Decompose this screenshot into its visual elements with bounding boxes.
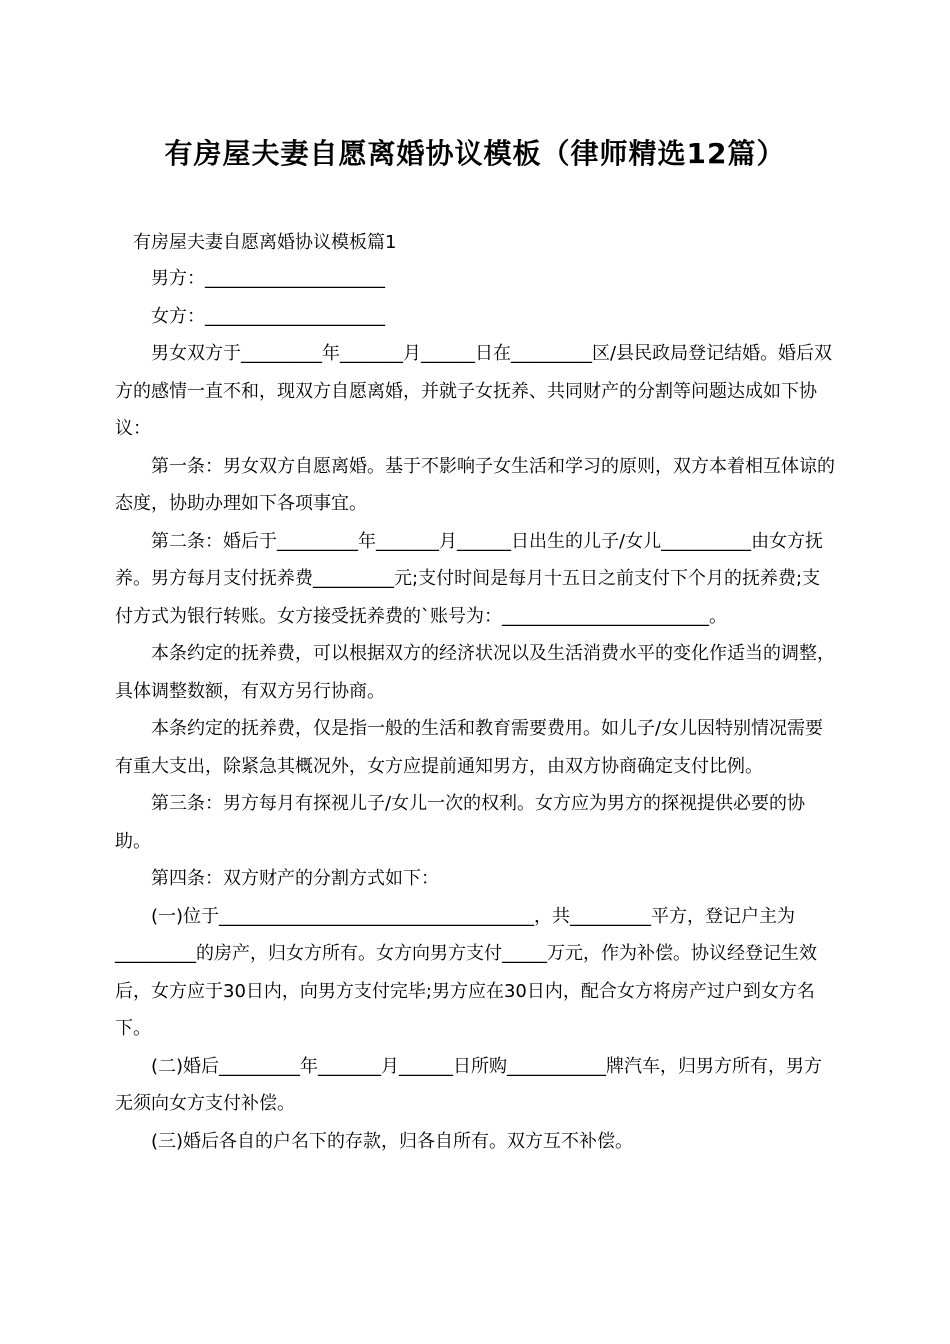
paragraph-male-party: 男方：____________________ xyxy=(151,268,385,289)
paragraph-female-party: 女方：____________________ xyxy=(151,305,385,327)
paragraph-article-2: 第二条：婚后于_________年_______月______日出生的儿子/女儿__________由女方抚养。男方每月支付抚养费_________元;支付时间是每月十五日之前支付下个月的抚养费;支付方式为银行转账。女方接受抚养费的`账号为：_______________________。 xyxy=(115,530,824,627)
paragraph-article-4: 第四条：双方财产的分割方式如下： xyxy=(151,868,439,889)
document-body xyxy=(115,260,835,1160)
paragraph-intro: 男女双方于_________年_______月______日在_________区/县民政局登记结婚。婚后双方的感情一直不和，现双方自愿离婚，并就子女抚养、共同财产的分割等问题达成如下协议： xyxy=(115,343,833,439)
paragraph-support-scope: 本条约定的抚养费，仅是指一般的生活和教育需要费用。如儿子/女儿因特别情况需要有重大支出，除紧急其概况外，女方应提前通知男方，由双方协商确定支付比例。 xyxy=(115,718,824,777)
section-heading: 有房屋夫妻自愿离婚协议模板篇1 xyxy=(133,232,397,253)
paragraph-item-2: (二)婚后_________年_______月______日所购___________牌汽车，归男方所有，男方无须向女方支付补偿。 xyxy=(115,1055,823,1114)
paragraph-support-adjust: 本条约定的抚养费，可以根据双方的经济状况以及生活消费水平的变化作适当的调整，具体调整数额，有双方另行协商。 xyxy=(115,643,835,702)
paragraph-article-3: 第三条：男方每月有探视儿子/女儿一次的权利。女方应为男方的探视提供必要的协助。 xyxy=(115,793,806,852)
document-title: 有房屋夫妻自愿离婚协议模板（律师精选12篇） xyxy=(164,137,786,170)
paragraph-item-3: (三)婚后各自的户名下的存款，归各自所有。双方互不补偿。 xyxy=(151,1130,634,1152)
paragraph-article-1: 第一条：男女双方自愿离婚。基于不影响子女生活和学习的原则，双方本着相互体谅的态度，协助办理如下各项事宜。 xyxy=(115,455,835,514)
paragraph-item-1: (一)位于___________________________________，共_________平方，登记户主为_________的房产，归女方所有。女方向男方支付_____万元，作为补偿。协议经登记生效后，女方应于30日内，向男方支付完毕;男方应在30日内，配合女方将房产过户到女方名下。 xyxy=(115,905,817,1039)
